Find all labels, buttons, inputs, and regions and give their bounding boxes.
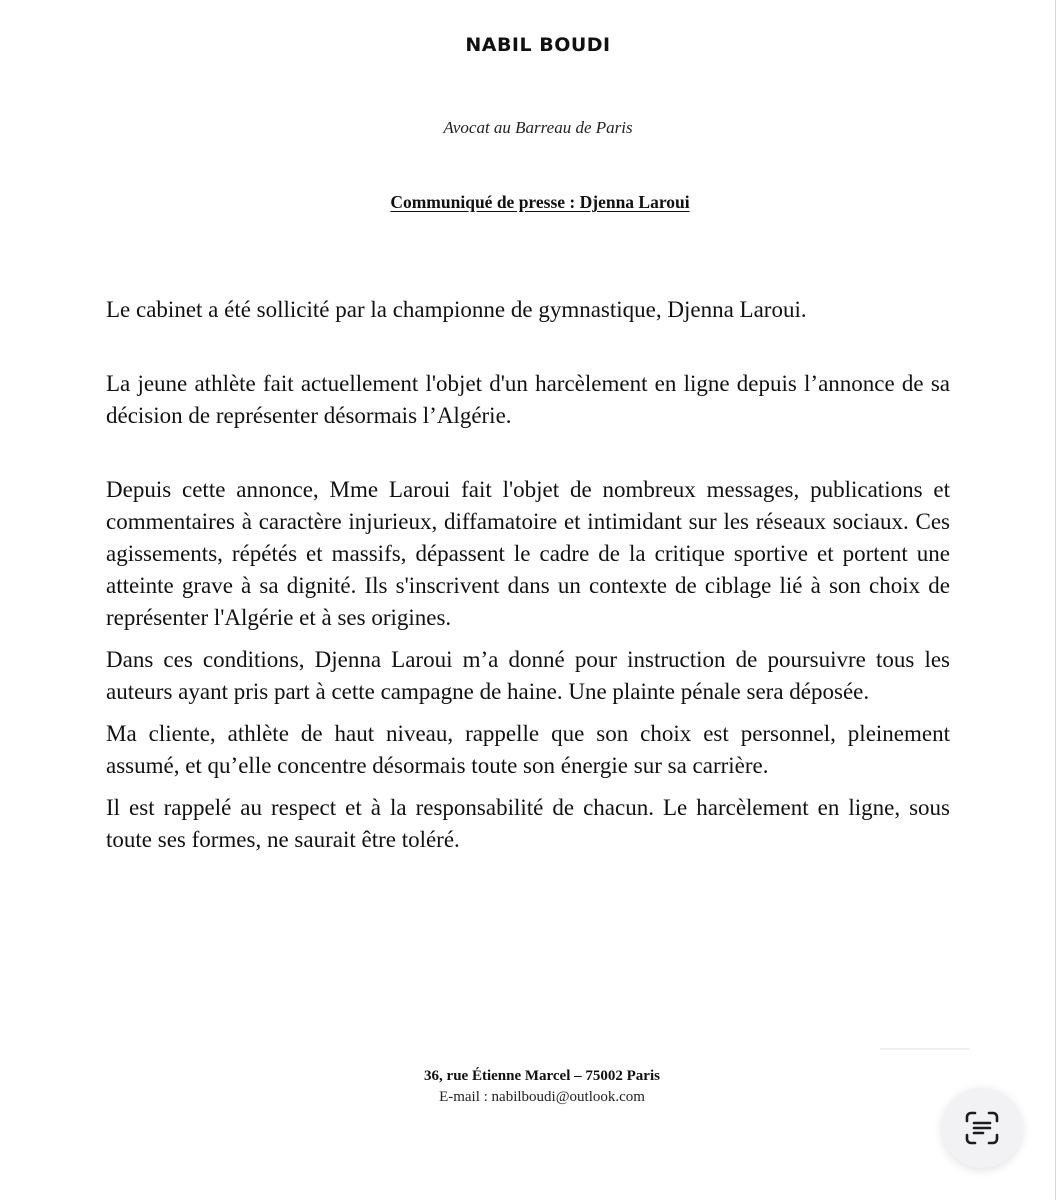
live-text-button[interactable] (942, 1088, 1022, 1168)
document-footer (0, 1066, 1056, 1108)
faint-divider (880, 1048, 970, 1050)
document-heading (0, 192, 1056, 213)
paragraph-4: Dans ces conditions, Djenna Laroui m’a donné pour instruction de poursuivre tous les auteurs ayant pris part à cette campagne de haine. Une plainte pénale sera déposée. (106, 647, 950, 704)
document-heading-text: Communiqué de presse : Djenna Laroui (390, 192, 690, 212)
paragraph-5: Ma cliente, athlète de haut niveau, rappelle que son choix est personnel, pleinement assumé, et qu’elle concentre désormais toute son énergie sur sa carrière. (106, 721, 950, 778)
paragraph-3: Depuis cette annonce, Mme Laroui fait l'objet de nombreux messages, publications et commentaires à caractère injurieux, diffamatoire et intimidant sur les réseaux sociaux. Ces agissements, répétés et massifs, dépassent le cadre de la critique sportive et portent une atteinte grave à sa dignité. Ils s'inscrivent dans un contexte de ciblage lié à son choix de représenter l'Algérie et à ses origines. (106, 477, 950, 630)
footer-email: E-mail : nabilboudi@outlook.com (439, 1089, 645, 1105)
letterhead-name: NABIL BOUDI (465, 34, 611, 56)
document-body (106, 294, 950, 856)
footer-address: 36, rue Étienne Marcel – 75002 Paris (424, 1068, 660, 1084)
paragraph-6: Il est rappelé au respect et à la responsabilité de chacun. Le harcèlement en ligne, sous toute ses formes, ne saurait être toléré. (106, 795, 950, 852)
live-text-icon (962, 1108, 1002, 1148)
paragraph-1: Le cabinet a été sollicité par la championne de gymnastique, Djenna Laroui. (106, 297, 807, 322)
paragraph-2: La jeune athlète fait actuellement l'objet d'un harcèlement en ligne depuis l’annonce de sa décision de représenter désormais l’Algérie. (106, 371, 950, 428)
letterhead-title: Avocat au Barreau de Paris (443, 118, 633, 137)
